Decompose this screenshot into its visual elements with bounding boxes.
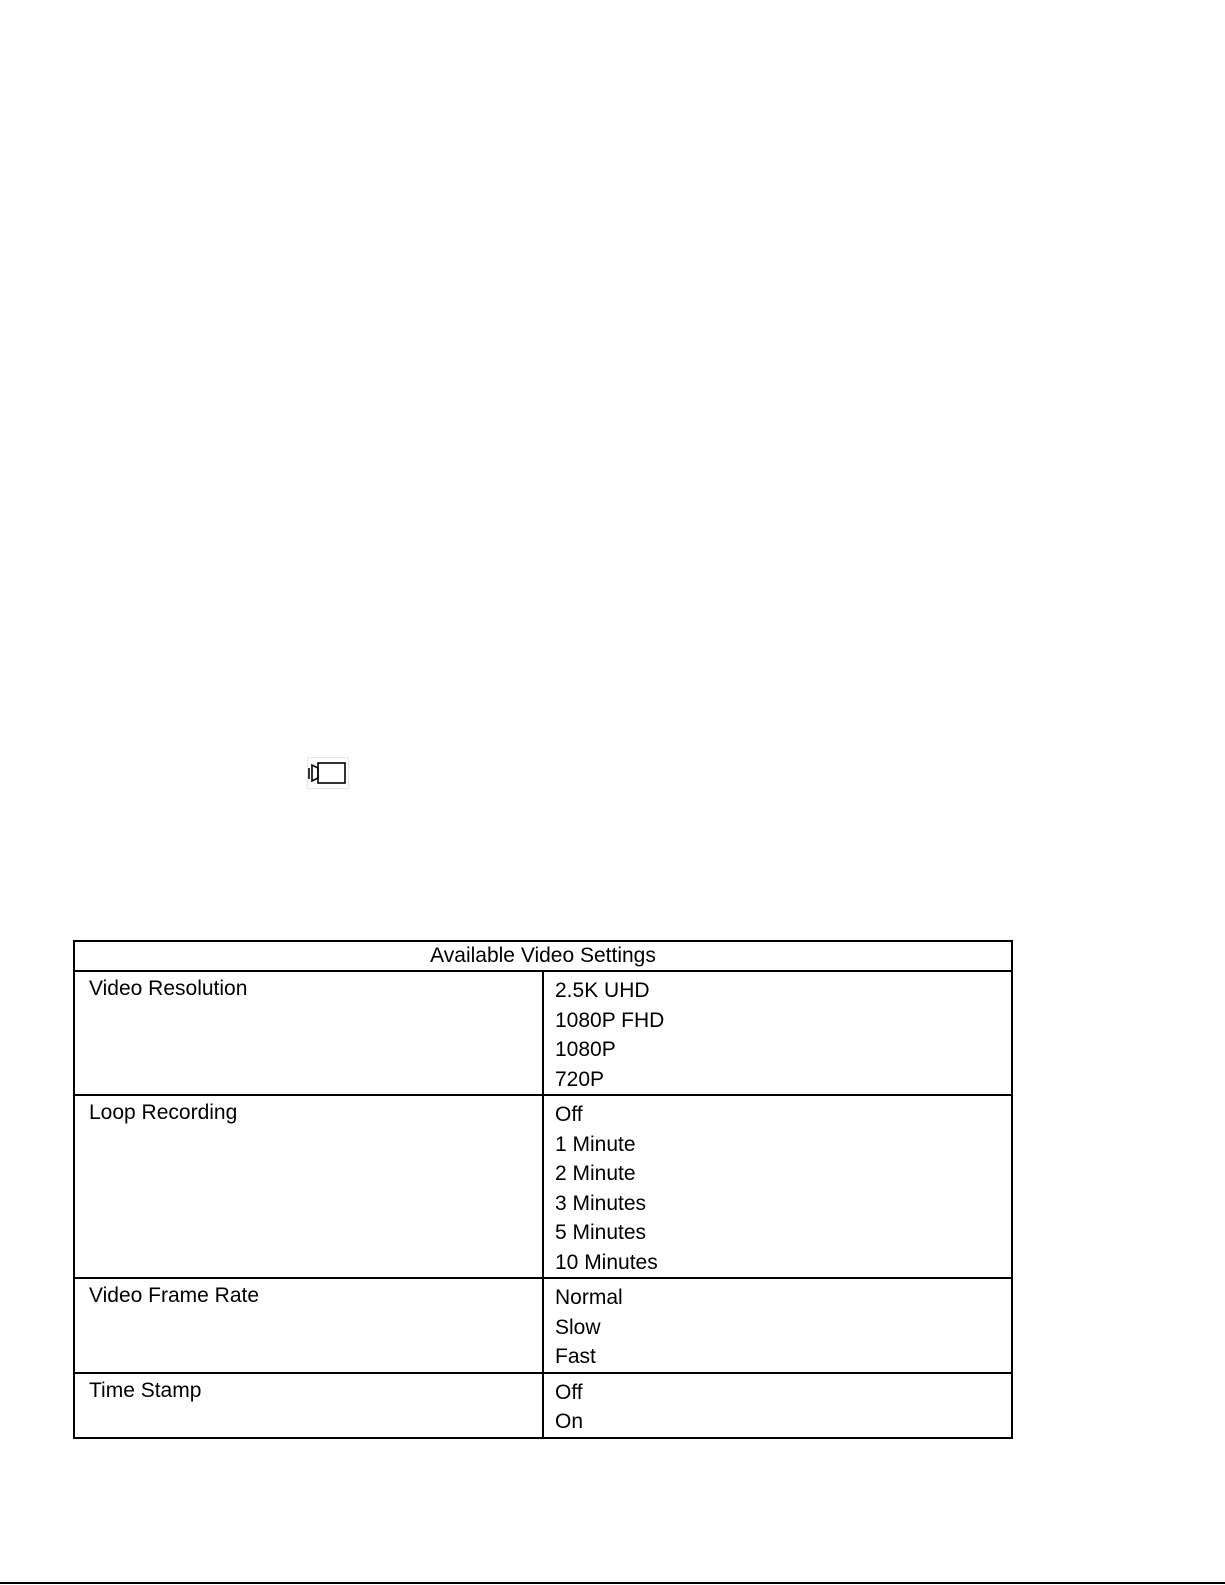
page-bottom-rule: [0, 1582, 1225, 1584]
option-item: On: [555, 1410, 584, 1433]
option-item: Slow: [555, 1315, 601, 1339]
table-row: [74, 1095, 1012, 1278]
option-item: 1080P FHD: [555, 1008, 665, 1032]
table-title: Available Video Settings: [74, 941, 1012, 971]
option-item: 1080P: [555, 1038, 616, 1061]
table-header-row: [74, 941, 1012, 971]
setting-label: Loop Recording: [74, 1095, 543, 1278]
setting-options: [543, 971, 1012, 1095]
setting-options: [543, 1095, 1012, 1278]
setting-options: [543, 1278, 1012, 1373]
table-row: [74, 971, 1012, 1095]
setting-label: Time Stamp: [74, 1373, 543, 1438]
option-item: 10 Minutes: [555, 1250, 658, 1274]
setting-options: [543, 1373, 1012, 1438]
setting-label: Video Frame Rate: [74, 1278, 543, 1373]
video-camera-icon: [307, 757, 349, 789]
setting-label: Video Resolution: [74, 971, 543, 1095]
option-item: Off: [555, 1103, 583, 1126]
table-row: [74, 1373, 1012, 1438]
option-item: 2.5K UHD: [555, 979, 650, 1002]
option-item: 3 Minutes: [555, 1191, 647, 1215]
option-item: 2 Minute: [555, 1162, 636, 1185]
option-item: 720P: [555, 1067, 605, 1091]
table-row: [74, 1278, 1012, 1373]
option-item: 5 Minutes: [555, 1221, 647, 1244]
option-item: Fast: [555, 1345, 596, 1368]
video-settings-table: [73, 940, 1013, 1439]
option-item: Off: [555, 1380, 583, 1404]
option-item: Normal: [555, 1286, 623, 1309]
option-item: 1 Minute: [555, 1132, 636, 1156]
